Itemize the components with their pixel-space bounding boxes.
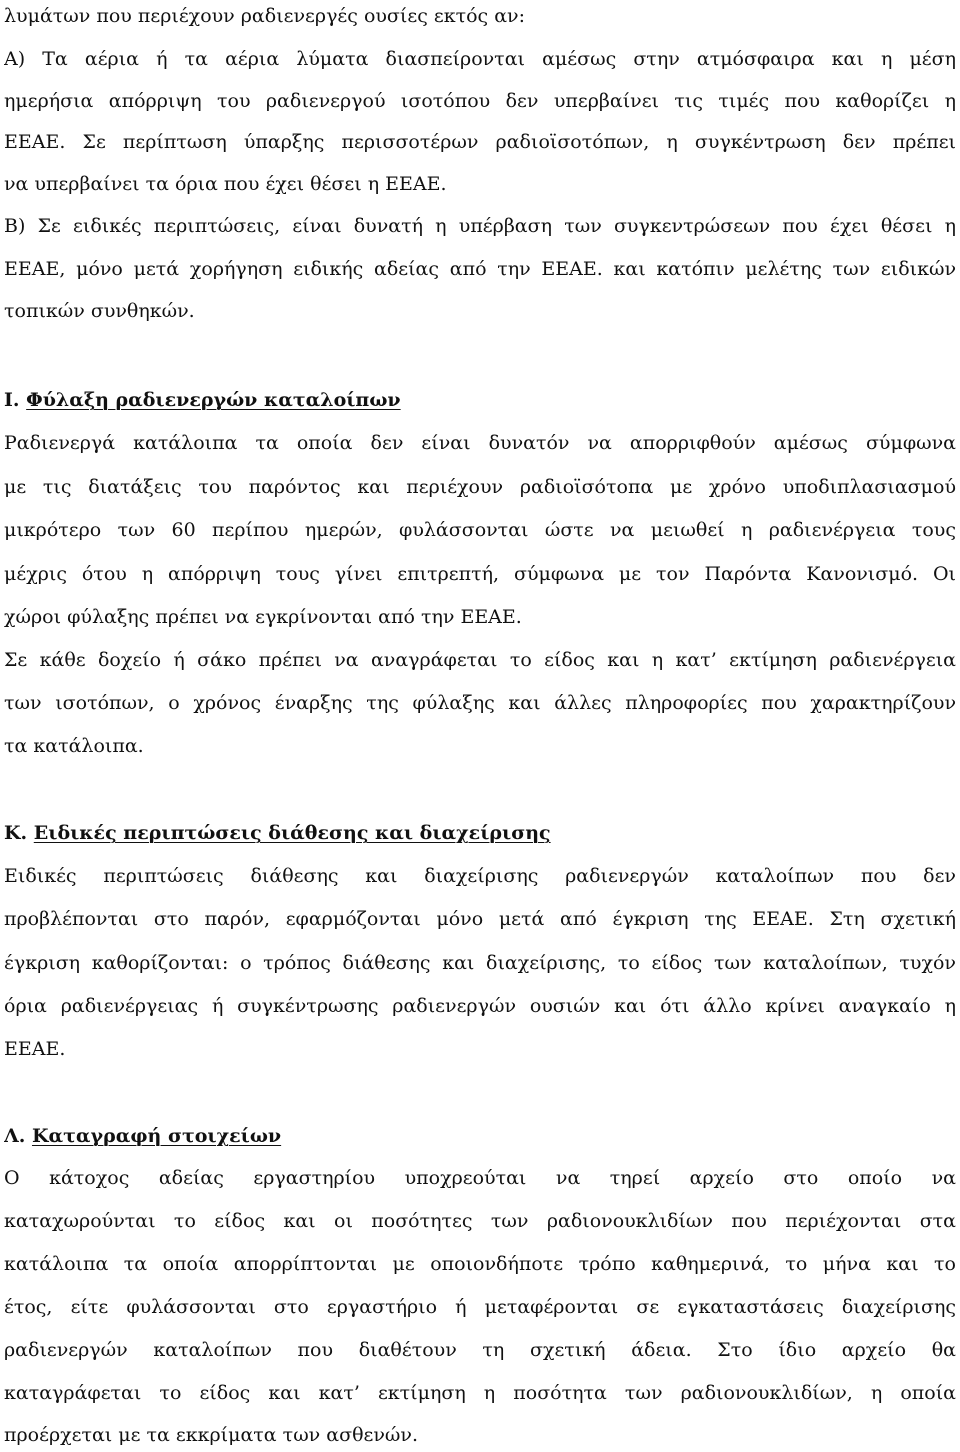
paragraph-line: Ραδιενεργά κατάλοιπα τα οποία δεν είναι δυνατόν να απορριφθούν αμέσως σύμφωνα	[4, 432, 956, 454]
paragraph-line: όρια ραδιενέργειας ή συγκέντρωσης ραδιενεργών ουσιών και ότι άλλο κρίνει αναγκαίο η	[4, 995, 956, 1017]
paragraph-line: ραδιενεργών καταλοίπων που διαθέτουν τη σχετική άδεια. Στο ίδιο αρχείο θα	[4, 1339, 956, 1361]
paragraph-line: μικρότερο των 60 περίπου ημερών, φυλάσσονται ώστε να μειωθεί η ραδιενέργεια τους	[4, 519, 956, 541]
paragraph-line: ΕΕΑΕ.	[4, 1038, 66, 1060]
paragraph-line: Ο κάτοχος αδείας εργαστηρίου υποχρεούται να τηρεί αρχείο στο οποίο να	[4, 1167, 956, 1189]
paragraph-line: προβλέπονται στο παρόν, εφαρμόζονται μόνο μετά από έγκριση της ΕΕΑΕ. Στη σχετική	[4, 908, 956, 930]
section-heading-l	[4, 1123, 956, 1149]
paragraph-line: Ειδικές περιπτώσεις διάθεσης και διαχείρισης ραδιενεργών καταλοίπων που δεν	[4, 865, 956, 887]
section-heading-k	[4, 820, 956, 846]
section-title: Καταγραφή στοιχείων	[31, 1125, 282, 1147]
paragraph-line: έτος, είτε φυλάσσονται στο εργαστήριο ή μεταφέρονται σε εγκαταστάσεις διαχείρισης	[4, 1296, 956, 1318]
section-title: Ειδικές περιπτώσεις διάθεσης και διαχείρισης	[33, 822, 551, 844]
paragraph-line: τοπικών συνθηκών.	[4, 300, 195, 322]
paragraph-line: Σε κάθε δοχείο ή σάκο πρέπει να αναγράφεται το είδος και η κατ’ εκτίμηση ραδιενέργεια	[4, 649, 956, 671]
paragraph-line: ημερήσια απόρριψη του ραδιενεργού ισοτόπου δεν υπερβαίνει τις τιμές που καθορίζει η	[4, 90, 956, 112]
paragraph-line: χώροι φύλαξης πρέπει να εγκρίνονται από την ΕΕΑΕ.	[4, 606, 522, 628]
paragraph-line: μέχρις ότου η απόρριψη τους γίνει επιτρεπτή, σύμφωνα με τον Παρόντα Κανονισμό. Οι	[4, 563, 956, 585]
paragraph-line: τα κατάλοιπα.	[4, 735, 144, 757]
paragraph-line: με τις διατάξεις του παρόντος και περιέχουν ραδιοϊσότοπα με χρόνο υποδιπλασιασμού	[4, 476, 956, 498]
paragraph-line: έγκριση καθορίζονται: ο τρόπος διάθεσης και διαχείρισης, το είδος των καταλοίπων, τυχόν	[4, 952, 956, 974]
paragraph-line: των ισοτόπων, ο χρόνος έναρξης της φύλαξης και άλλες πληροφορίες που χαρακτηρίζουν	[4, 692, 956, 714]
paragraph-line: προέρχεται με τα εκκρίματα των ασθενών.	[4, 1424, 418, 1446]
paragraph-line: ΕΕΑΕ. Σε περίπτωση ύπαρξης περισσοτέρων ραδιοϊσοτόπων, η συγκέντρωση δεν πρέπει	[4, 131, 956, 153]
section-title: Φύλαξη ραδιενεργών καταλοίπων	[26, 389, 401, 411]
paragraph-line: Α) Τα αέρια ή τα αέρια λύματα διασπείρονται αμέσως στην ατμόσφαιρα και η μέση	[4, 48, 956, 70]
paragraph-line: να υπερβαίνει τα όρια που έχει θέσει η ΕΕΑΕ.	[4, 173, 447, 195]
paragraph-line: καταγράφεται το είδος και κατ’ εκτίμηση η ποσότητα των ραδιονουκλιδίων, η οποία	[4, 1382, 956, 1404]
paragraph-line: Β) Σε ειδικές περιπτώσεις, είναι δυνατή η υπέρβαση των συγκεντρώσεων που έχει θέσει η	[4, 215, 956, 237]
paragraph-line: λυμάτων που περιέχουν ραδιενεργές ουσίες εκτός αν:	[4, 5, 526, 27]
paragraph-line: κατάλοιπα τα οποία απορρίπτονται με οποιονδήποτε τρόπο καθημερινά, το μήνα και το	[4, 1253, 956, 1275]
section-number: Κ.	[4, 822, 28, 844]
section-number: Ι.	[4, 389, 20, 411]
paragraph-line: ΕΕΑΕ, μόνο μετά χορήγηση ειδικής αδείας από την ΕΕΑΕ. και κατόπιν μελέτης των ειδικών	[4, 258, 956, 280]
section-heading-i	[4, 387, 956, 413]
paragraph-line: καταχωρούνται το είδος και οι ποσότητες των ραδιονουκλιδίων που περιέχονται στα	[4, 1210, 956, 1232]
section-number: Λ.	[4, 1125, 26, 1147]
